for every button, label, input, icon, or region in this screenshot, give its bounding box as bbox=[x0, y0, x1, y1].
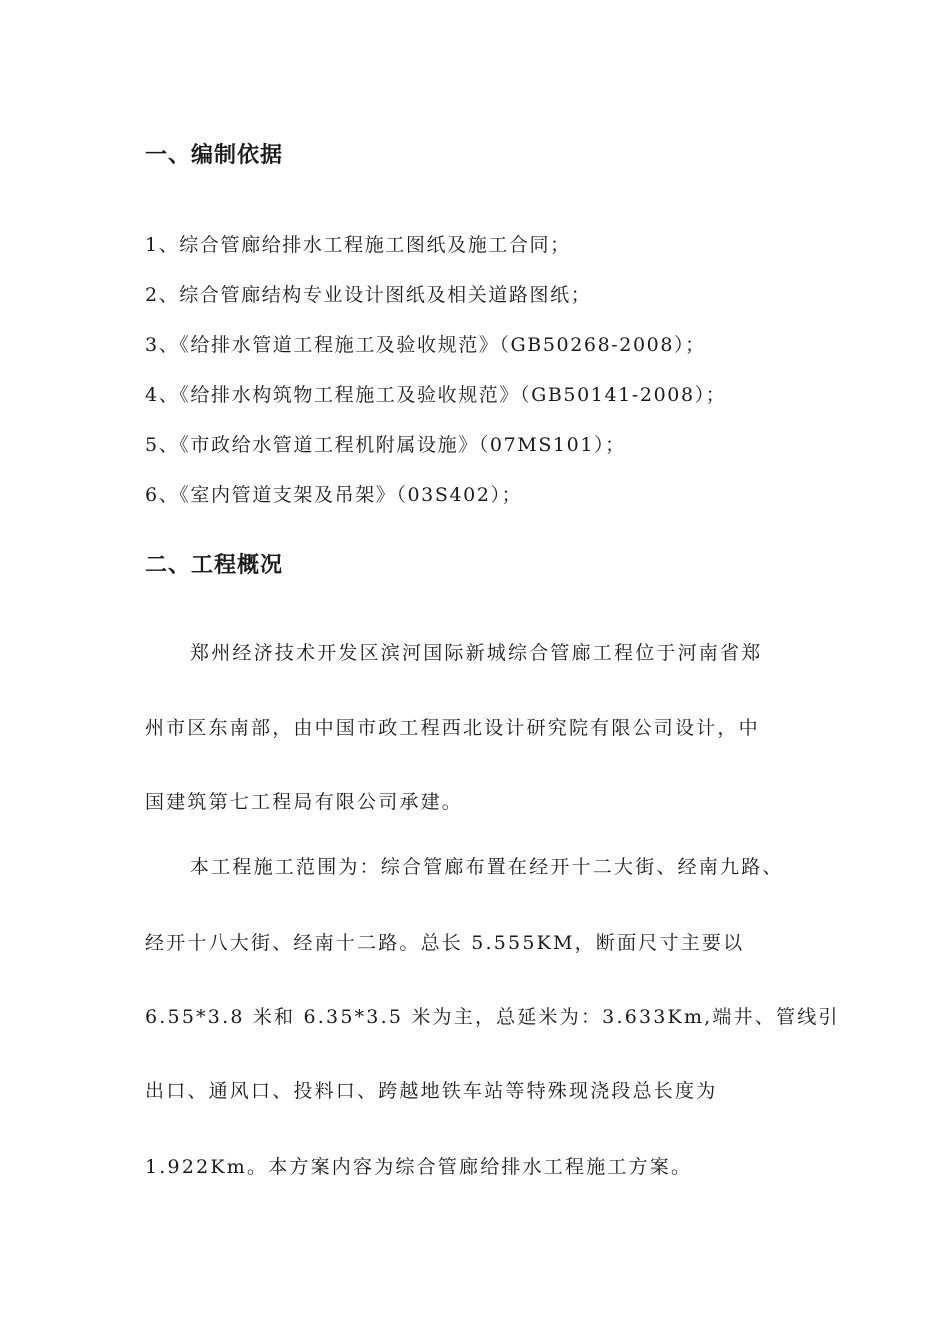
basis-item-5: 5、《市政给水管道工程机附属设施》（07MS101）； bbox=[145, 434, 626, 456]
overview-paragraph-1-line-1: 郑州经济技术开发区滨河国际新城综合管廊工程位于河南省郑 bbox=[190, 642, 763, 664]
overview-paragraph-2-line-1: 本工程施工范围为：综合管廊布置在经开十二大街、经南九路、 bbox=[190, 856, 784, 878]
overview-paragraph-1-line-2: 州市区东南部，由中国市政工程西北设计研究院有限公司设计，中 bbox=[145, 717, 760, 739]
section-heading-overview: 二、工程概况 bbox=[145, 553, 284, 578]
basis-item-3: 3、《给排水管道工程施工及验收规范》（GB50268-2008）； bbox=[145, 334, 706, 356]
overview-paragraph-2-line-2: 经开十八大街、经南十二路。总长 5.555KM，断面尺寸主要以 bbox=[145, 932, 745, 954]
section-heading-basis: 一、编制依据 bbox=[145, 143, 284, 168]
overview-paragraph-1-line-3: 国建筑第七工程局有限公司承建。 bbox=[145, 791, 464, 813]
overview-paragraph-2-line-3: 6.55*3.8 米和 6.35*3.5 米为主，总延米为：3.633Km,端井、管线引 bbox=[145, 1006, 840, 1028]
basis-item-6: 6、《室内管道支架及吊架》（03S402）； bbox=[145, 484, 523, 506]
overview-paragraph-2-line-4: 出口、通风口、投料口、跨越地铁车站等特殊现浇段总长度为 bbox=[145, 1080, 718, 1102]
basis-item-2: 2、综合管廊结构专业设计图纸及相关道路图纸； bbox=[145, 284, 592, 306]
overview-paragraph-2-line-5: 1.922Km。本方案内容为综合管廊给排水工程施工方案。 bbox=[145, 1156, 693, 1178]
basis-item-4: 4、《给排水构筑物工程施工及验收规范》（GB50141-2008）； bbox=[145, 384, 727, 406]
basis-item-1: 1、综合管廊给排水工程施工图纸及施工合同； bbox=[145, 234, 571, 256]
